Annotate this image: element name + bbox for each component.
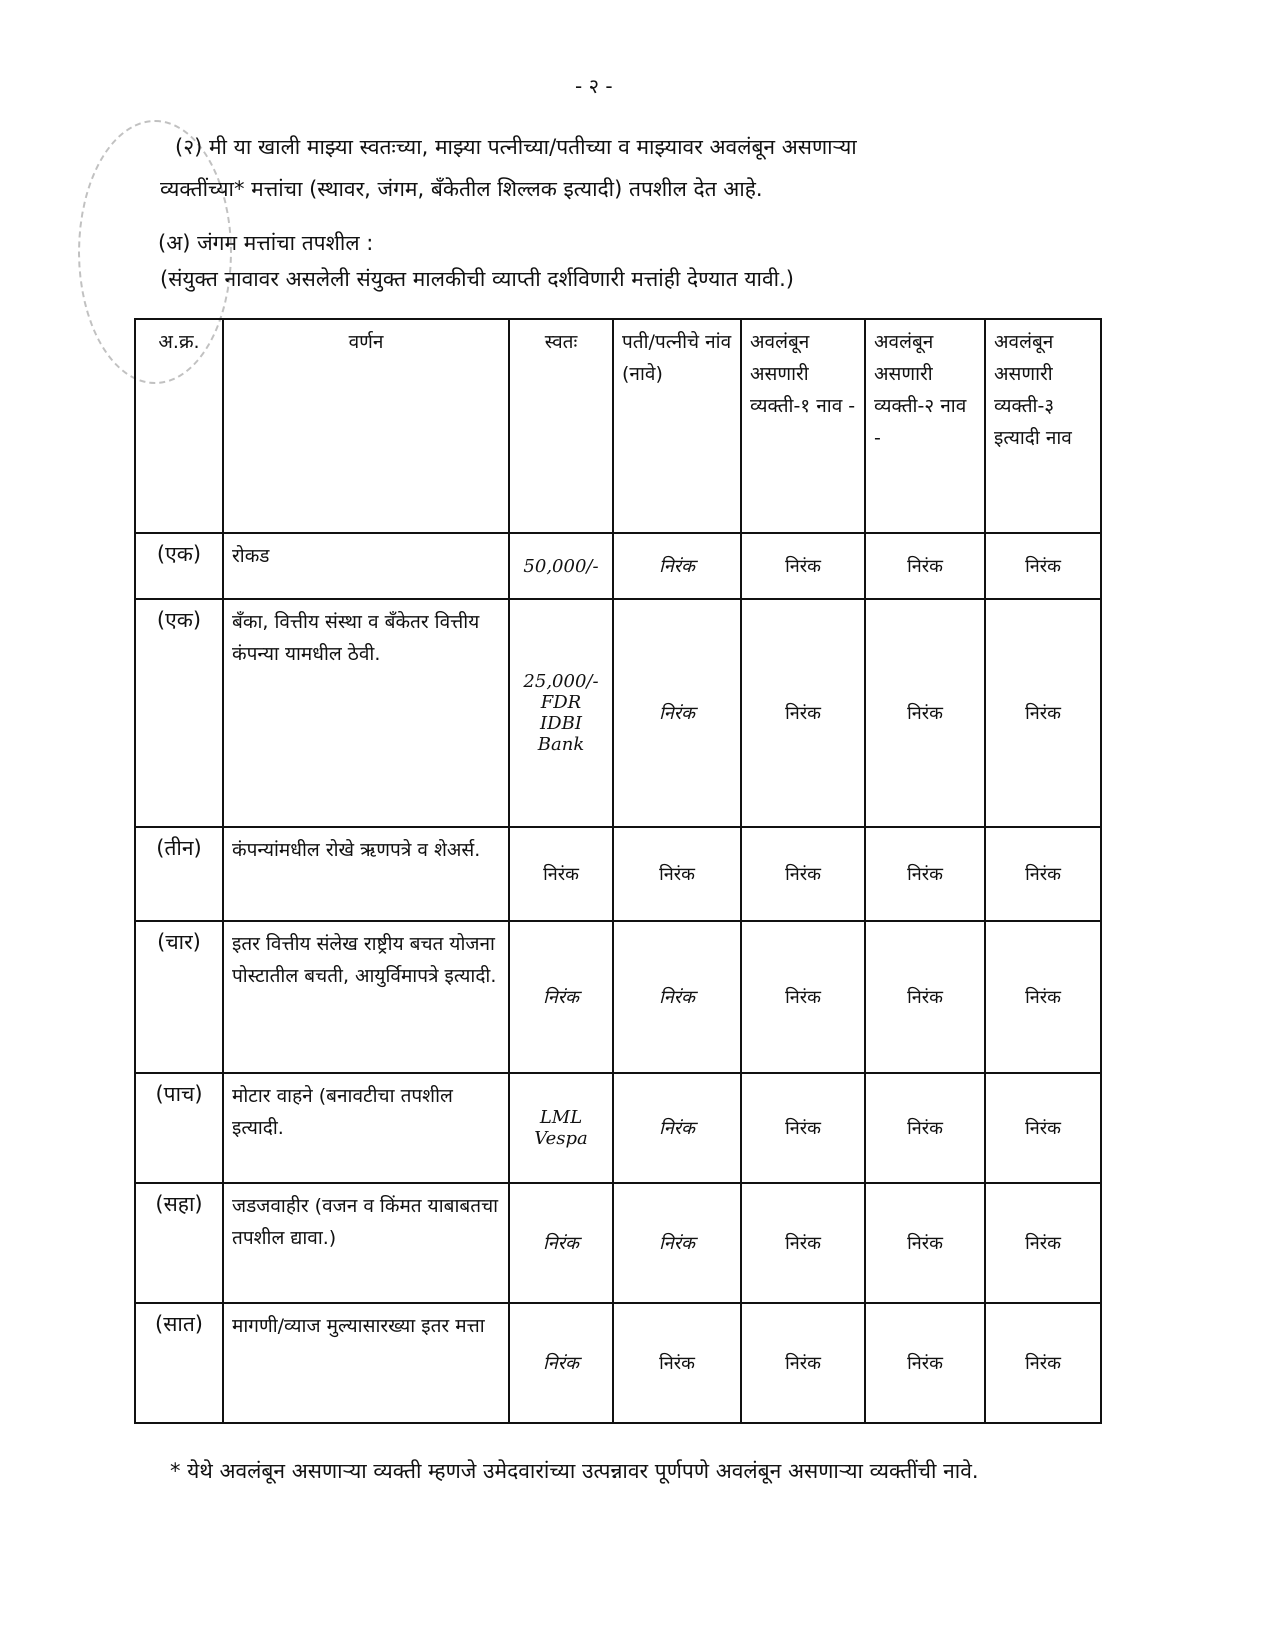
- cell-num: (चार): [135, 921, 223, 1073]
- cell-spouse: निरंक: [613, 1183, 741, 1303]
- column-header: अवलंबून असणारी व्यक्ती-१ नाव -: [741, 319, 865, 533]
- cell-spouse: निरंक: [613, 599, 741, 827]
- cell-d2: निरंक: [865, 827, 985, 921]
- cell-own: निरंक: [509, 921, 613, 1073]
- cell-d2: निरंक: [865, 599, 985, 827]
- cell-d3: निरंक: [985, 1183, 1101, 1303]
- table-row: [135, 827, 1101, 921]
- cell-spouse: निरंक: [613, 1303, 741, 1423]
- table-row: [135, 533, 1101, 599]
- cell-desc: जडजवाहीर (वजन व किंमत याबाबतचा तपशील द्यावा.): [223, 1183, 509, 1303]
- cell-d3: निरंक: [985, 921, 1101, 1073]
- table-row: [135, 1183, 1101, 1303]
- intro-line-1: (२) मी या खाली माझ्या स्वतःच्या, माझ्या पत्नीच्या/पतीच्या व माझ्यावर अवलंबून असणाऱ्या: [175, 135, 857, 159]
- page-number: - २ -: [575, 74, 613, 98]
- cell-desc: इतर वित्तीय संलेख राष्ट्रीय बचत योजना पोस्टातील बचती, आयुर्विमापत्रे इत्यादी.: [223, 921, 509, 1073]
- cell-spouse: निरंक: [613, 1073, 741, 1183]
- cell-d3: निरंक: [985, 1303, 1101, 1423]
- cell-own: निरंक: [509, 827, 613, 921]
- cell-own: निरंक: [509, 1303, 613, 1423]
- cell-own: 25,000/- FDR IDBI Bank: [509, 599, 613, 827]
- cell-desc: मोटार वाहने (बनावटीचा तपशील इत्यादी.: [223, 1073, 509, 1183]
- cell-d1: निरंक: [741, 1303, 865, 1423]
- cell-d3: निरंक: [985, 599, 1101, 827]
- column-header: पती/पत्नीचे नांव (नावे): [613, 319, 741, 533]
- intro-line-2: व्यक्तींच्या* मत्तांचा (स्थावर, जंगम, बँकेतील शिल्लक इत्यादी) तपशील देत आहे.: [160, 177, 763, 201]
- cell-d1: निरंक: [741, 921, 865, 1073]
- column-header: स्वतः: [509, 319, 613, 533]
- movable-assets-table: [134, 318, 1102, 1424]
- cell-spouse: निरंक: [613, 827, 741, 921]
- cell-d2: निरंक: [865, 1183, 985, 1303]
- footnote: * येथे अवलंबून असणाऱ्या व्यक्ती म्हणजे उमेदवारांच्या उत्पन्नावर पूर्णपणे अवलंबून असणाऱ्या व्यक्तींची नावे.: [170, 1459, 979, 1483]
- cell-d2: निरंक: [865, 1303, 985, 1423]
- cell-d3: निरंक: [985, 827, 1101, 921]
- table-row: [135, 921, 1101, 1073]
- cell-d3: निरंक: [985, 533, 1101, 599]
- cell-own: LML Vespa: [509, 1073, 613, 1183]
- cell-num: (तीन): [135, 827, 223, 921]
- cell-d1: निरंक: [741, 1073, 865, 1183]
- section-note: (संयुक्त नावावर असलेली संयुक्त मालकीची व्याप्ती दर्शविणारी मत्तांही देण्यात यावी.): [160, 267, 794, 291]
- cell-desc: रोकड: [223, 533, 509, 599]
- cell-desc: मागणी/व्याज मुल्यासारख्या इतर मत्ता: [223, 1303, 509, 1423]
- section-heading: (अ) जंगम मत्तांचा तपशील :: [158, 231, 374, 255]
- cell-spouse: निरंक: [613, 921, 741, 1073]
- cell-num: (एक): [135, 599, 223, 827]
- cell-d1: निरंक: [741, 599, 865, 827]
- cell-num: (सहा): [135, 1183, 223, 1303]
- cell-num: (पाच): [135, 1073, 223, 1183]
- cell-spouse: निरंक: [613, 533, 741, 599]
- cell-d2: निरंक: [865, 921, 985, 1073]
- cell-own: 50,000/-: [509, 533, 613, 599]
- column-header: अ.क्र.: [135, 319, 223, 533]
- cell-num: (एक): [135, 533, 223, 599]
- column-header: अवलंबून असणारी व्यक्ती-३ इत्यादी नाव: [985, 319, 1101, 533]
- table-row: [135, 1073, 1101, 1183]
- cell-own: निरंक: [509, 1183, 613, 1303]
- column-header: वर्णन: [223, 319, 509, 533]
- table-row: [135, 599, 1101, 827]
- cell-desc: कंपन्यांमधील रोखे ऋणपत्रे व शेअर्स.: [223, 827, 509, 921]
- table-row: [135, 1303, 1101, 1423]
- column-header: अवलंबून असणारी व्यक्ती-२ नाव -: [865, 319, 985, 533]
- cell-d3: निरंक: [985, 1073, 1101, 1183]
- cell-d1: निरंक: [741, 827, 865, 921]
- cell-d1: निरंक: [741, 533, 865, 599]
- cell-desc: बँका, वित्तीय संस्था व बँकेतर वित्तीय कंपन्या यामधील ठेवी.: [223, 599, 509, 827]
- cell-d2: निरंक: [865, 1073, 985, 1183]
- cell-d2: निरंक: [865, 533, 985, 599]
- cell-num: (सात): [135, 1303, 223, 1423]
- cell-d1: निरंक: [741, 1183, 865, 1303]
